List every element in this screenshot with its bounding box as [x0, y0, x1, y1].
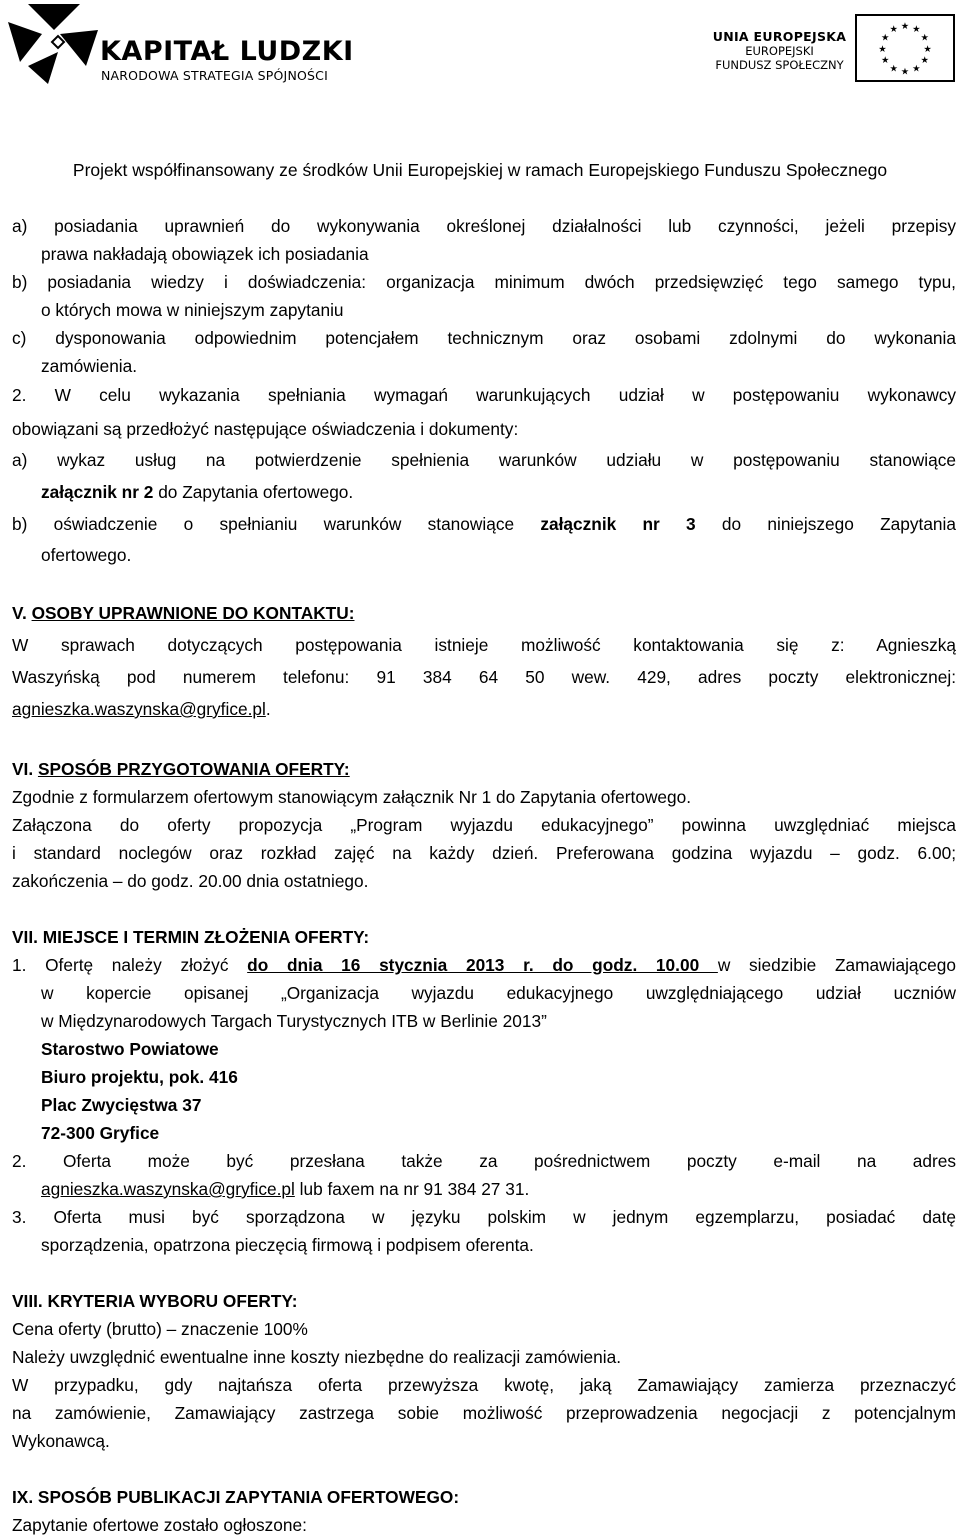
section8-line4: na zamówienie, Zamawiający zastrzega sobie możliwość przeprowadzenia negocjacji z potencjalnym	[12, 1403, 956, 1423]
section7-p1-line3: w Międzynarodowych Targach Turystycznych ITB w Berlinie 2013”	[41, 1011, 547, 1031]
condition-c-line1: c) dysponowania odpowiednim potencjałem technicznym oraz osobami zdolnymi do wykonania	[12, 328, 956, 348]
section5-line2: Waszyńską pod numerem telefonu: 91 384 64 50 wew. 429, adres poczty elektronicznej:	[12, 667, 956, 687]
section9-line1: Zapytanie ofertowe zostało ogłoszone:	[12, 1515, 307, 1535]
section8-line2: Należy uwzględnić ewentualne inne koszty niezbędne do realizacji zamówienia.	[12, 1347, 622, 1367]
point2-b-line2: ofertowego.	[41, 545, 132, 565]
section8-line3: W przypadku, gdy najtańsza oferta przewyższa kwotę, jaką Zamawiający zamierza przeznaczyć	[12, 1375, 956, 1395]
section7-p2-line1: 2. Oferta może być przesłana także za pośrednictwem poczty e-mail na adres	[12, 1151, 956, 1171]
svg-text:★: ★	[912, 24, 921, 35]
condition-b-line2: o których mowa w niniejszym zapytaniu	[41, 300, 344, 320]
address-line1: Starostwo Powiatowe	[41, 1039, 219, 1059]
eu-fund-label: UNIA EUROPEJSKA EUROPEJSKI FUNDUSZ SPOŁECZNY	[712, 29, 847, 72]
svg-text:★: ★	[889, 24, 898, 35]
eu-flag-icon	[855, 14, 955, 82]
section7-p2-line2: agnieszka.waszynska@gryfice.pl lub faxem na nr 91 384 27 31.	[41, 1179, 530, 1199]
offer-email-link[interactable]: agnieszka.waszynska@gryfice.pl	[41, 1179, 295, 1199]
section8-line1: Cena oferty (brutto) – znaczenie 100%	[12, 1319, 308, 1339]
section6-heading: VI. SPOSÓB PRZYGOTOWANIA OFERTY:	[12, 759, 350, 779]
address-line4: 72-300 Gryfice	[41, 1123, 160, 1143]
page-header	[0, 0, 960, 200]
address-line3: Plac Zwycięstwa 37	[41, 1095, 202, 1115]
svg-text:★: ★	[900, 21, 910, 33]
svg-text:★: ★	[881, 55, 890, 67]
svg-text:★: ★	[912, 63, 921, 75]
program-title: KAPITAŁ LUDZKI	[100, 36, 354, 67]
point2-line2: obowiązani są przedłożyć następujące oświadczenia i dokumenty:	[12, 419, 519, 439]
kapital-ludzki-logo	[8, 4, 98, 84]
condition-b-line1: b) posiadania wiedzy i doświadczenia: organizacja minimum dwóch przedsięwzięć tego samego typu,	[12, 272, 956, 292]
section9-heading: IX. SPOSÓB PUBLIKACJI ZAPYTANIA OFERTOWEGO:	[12, 1487, 460, 1507]
section6-line3: i standard noclegów oraz rozkład zajęć na każdy dzień. Preferowana godzina wyjazdu – godz. 6.00;	[12, 843, 956, 863]
section7-p1-line2: w kopercie opisanej „Organizacja wyjazdu edukacyjnego uwzględniającego udział uczniów	[41, 983, 956, 1003]
section5-line1: W sprawach dotyczących postępowania istnieje możliwość kontaktowania się z: Agnieszką	[12, 635, 956, 655]
section5-email-line: agnieszka.waszynska@gryfice.pl.	[12, 699, 271, 719]
cofinancing-note: Projekt współfinansowany ze środków Unii Europejskiej w ramach Europejskiego Funduszu Społecznego	[72, 160, 888, 180]
section5-heading: V. OSOBY UPRAWNIONE DO KONTAKTU:	[12, 603, 355, 623]
point2-line1: 2. W celu wykazania spełniania wymagań warunkujących udział w postępowaniu wykonawcy	[12, 385, 956, 405]
point2-a-line2: załącznik nr 2 do Zapytania ofertowego.	[41, 482, 354, 502]
svg-text:★: ★	[878, 43, 887, 55]
point2-a-line1: a) wykaz usług na potwierdzenie spełnienia warunków udziału w postępowaniu stanowiące	[12, 450, 956, 470]
svg-text:★: ★	[920, 32, 929, 44]
address-line2: Biuro projektu, pok. 416	[41, 1067, 238, 1087]
condition-a-line2: prawa nakładają obowiązek ich posiadania	[41, 244, 369, 264]
section8-heading: VIII. KRYTERIA WYBORU OFERTY:	[12, 1291, 298, 1311]
section7-p1-line1: 1. Ofertę należy złożyć do dnia 16 stycznia 2013 r. do godz. 10.00 w siedzibie Zamawiającego	[12, 955, 956, 975]
condition-a-line1: a) posiadania uprawnień do wykonywania określonej działalności lub czynności, jeżeli przepisy	[12, 216, 956, 236]
svg-text:★: ★	[923, 43, 932, 55]
section8-line5: Wykonawcą.	[12, 1431, 110, 1451]
svg-text:★: ★	[900, 66, 910, 78]
section6-line1: Zgodnie z formularzem ofertowym stanowiącym załącznik Nr 1 do Zapytania ofertowego.	[12, 787, 692, 807]
condition-c-line2: zamówienia.	[41, 356, 138, 376]
contact-email-link[interactable]: agnieszka.waszynska@gryfice.pl	[12, 699, 266, 719]
svg-text:★: ★	[889, 63, 898, 75]
svg-text:★: ★	[881, 32, 890, 44]
section6-line4: zakończenia – do godz. 20.00 dnia ostatniego.	[12, 871, 369, 891]
svg-text:★: ★	[920, 55, 929, 67]
section7-p3-line2: sporządzenia, opatrzona pieczęcią firmową i podpisem oferenta.	[41, 1235, 534, 1255]
point2-b-line1: b) oświadczenie o spełnianiu warunków stanowiące załącznik nr 3 do niniejszego Zapytania	[12, 514, 956, 534]
program-subtitle: NARODOWA STRATEGIA SPÓJNOŚCI	[101, 68, 328, 83]
section6-line2: Załączona do oferty propozycja „Program wyjazdu edukacyjnego” powinna uwzględniać miejsca	[12, 815, 956, 835]
section7-heading: VII. MIEJSCE I TERMIN ZŁOŻENIA OFERTY:	[12, 927, 370, 947]
section7-p3-line1: 3. Oferta musi być sporządzona w języku polskim w jednym egzemplarzu, posiadać datę	[12, 1207, 956, 1227]
